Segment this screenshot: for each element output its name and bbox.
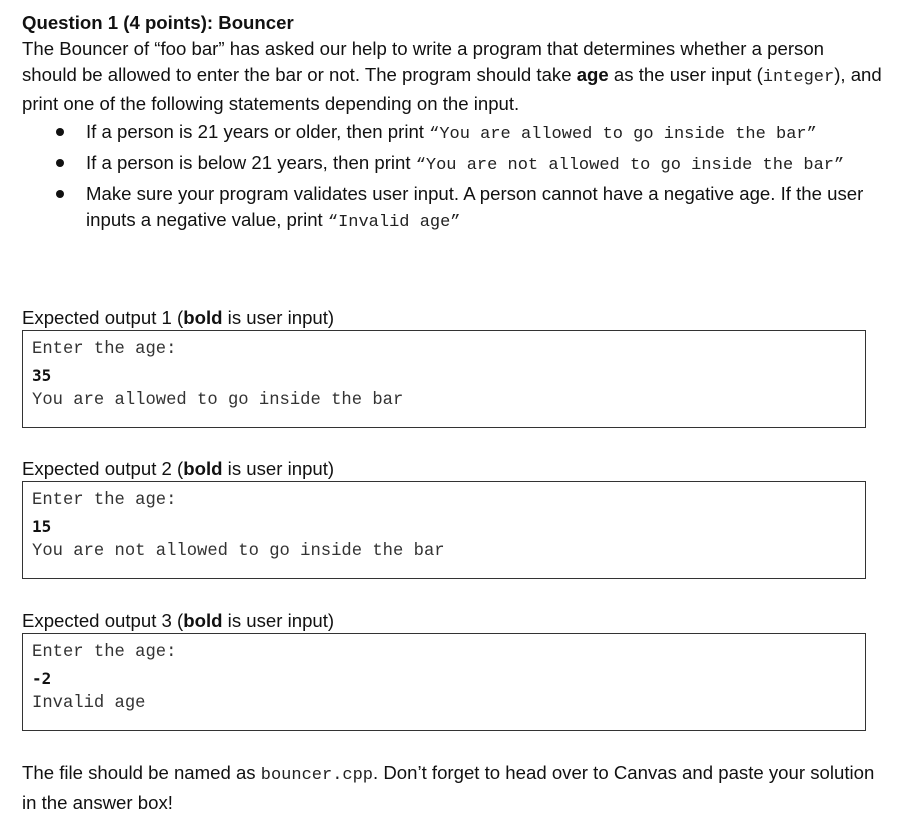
bullet-icon bbox=[56, 159, 64, 167]
console-result: You are allowed to go inside the bar bbox=[32, 391, 404, 410]
intro-text-3: ), and print one of the following statements depending on the input. bbox=[22, 64, 882, 114]
requirements-list bbox=[22, 119, 882, 236]
label-text: Expected output 1 ( bbox=[22, 307, 184, 328]
requirement-item bbox=[22, 119, 882, 148]
example-label bbox=[22, 609, 882, 633]
submission-note bbox=[22, 759, 882, 816]
intro-text-2: as the user input ( bbox=[608, 64, 763, 85]
requirement-code: “You are not allowed to go inside the bar” bbox=[415, 156, 845, 175]
question-intro bbox=[22, 36, 882, 117]
question-title: Question 1 (4 points): Bouncer bbox=[22, 12, 294, 33]
footer-text-1: The file should be named as bbox=[22, 762, 261, 783]
console-prompt: Enter the age: bbox=[32, 643, 177, 662]
requirement-text: If a person is below 21 years, then print bbox=[86, 152, 416, 173]
label-bold: bold bbox=[183, 458, 223, 479]
label-text: Expected output 2 ( bbox=[22, 458, 184, 479]
console-user-input: -2 bbox=[32, 668, 52, 688]
label-text: is user input) bbox=[222, 610, 335, 631]
console-output-box bbox=[22, 633, 866, 731]
console-prompt: Enter the age: bbox=[32, 491, 177, 510]
requirement-item bbox=[22, 150, 882, 179]
console-prompt: Enter the age: bbox=[32, 340, 177, 359]
console-result: Invalid age bbox=[32, 694, 146, 713]
console-user-input: 15 bbox=[32, 516, 52, 536]
requirement-item bbox=[22, 181, 882, 236]
intro-code-integer: integer bbox=[762, 68, 835, 87]
label-text: is user input) bbox=[222, 307, 335, 328]
console-output-box bbox=[22, 481, 866, 579]
label-text: is user input) bbox=[222, 458, 335, 479]
console-result: You are not allowed to go inside the bar bbox=[32, 542, 445, 561]
expected-output-2 bbox=[22, 457, 882, 579]
intro-bold-age: age bbox=[576, 64, 609, 85]
console-output-box bbox=[22, 330, 866, 428]
requirement-code: “You are allowed to go inside the bar” bbox=[429, 125, 817, 144]
bullet-icon bbox=[56, 128, 64, 136]
footer-text-2: . Don’t forget to head over to Canvas and paste your solution in the answer box! bbox=[22, 762, 875, 813]
expected-output-3 bbox=[22, 609, 882, 731]
example-label bbox=[22, 306, 882, 330]
requirement-code: “Invalid age” bbox=[327, 213, 461, 232]
label-text: Expected output 3 ( bbox=[22, 610, 184, 631]
example-label bbox=[22, 457, 882, 481]
label-bold: bold bbox=[183, 307, 223, 328]
assignment-page bbox=[22, 10, 882, 813]
console-user-input: 35 bbox=[32, 365, 52, 385]
requirement-text: Make sure your program validates user input. A person cannot have a negative age. If the user inputs a negative value, print bbox=[86, 183, 864, 230]
expected-output-1 bbox=[22, 306, 882, 428]
intro-text-1: The Bouncer of “foo bar” has asked our help to write a program that determines whether a person should be allowed to enter the bar or not. The program should take bbox=[22, 38, 825, 85]
requirement-text: If a person is 21 years or older, then print bbox=[86, 121, 430, 142]
label-bold: bold bbox=[183, 610, 223, 631]
bullet-icon bbox=[56, 190, 64, 198]
filename-code: bouncer.cpp bbox=[260, 766, 373, 785]
